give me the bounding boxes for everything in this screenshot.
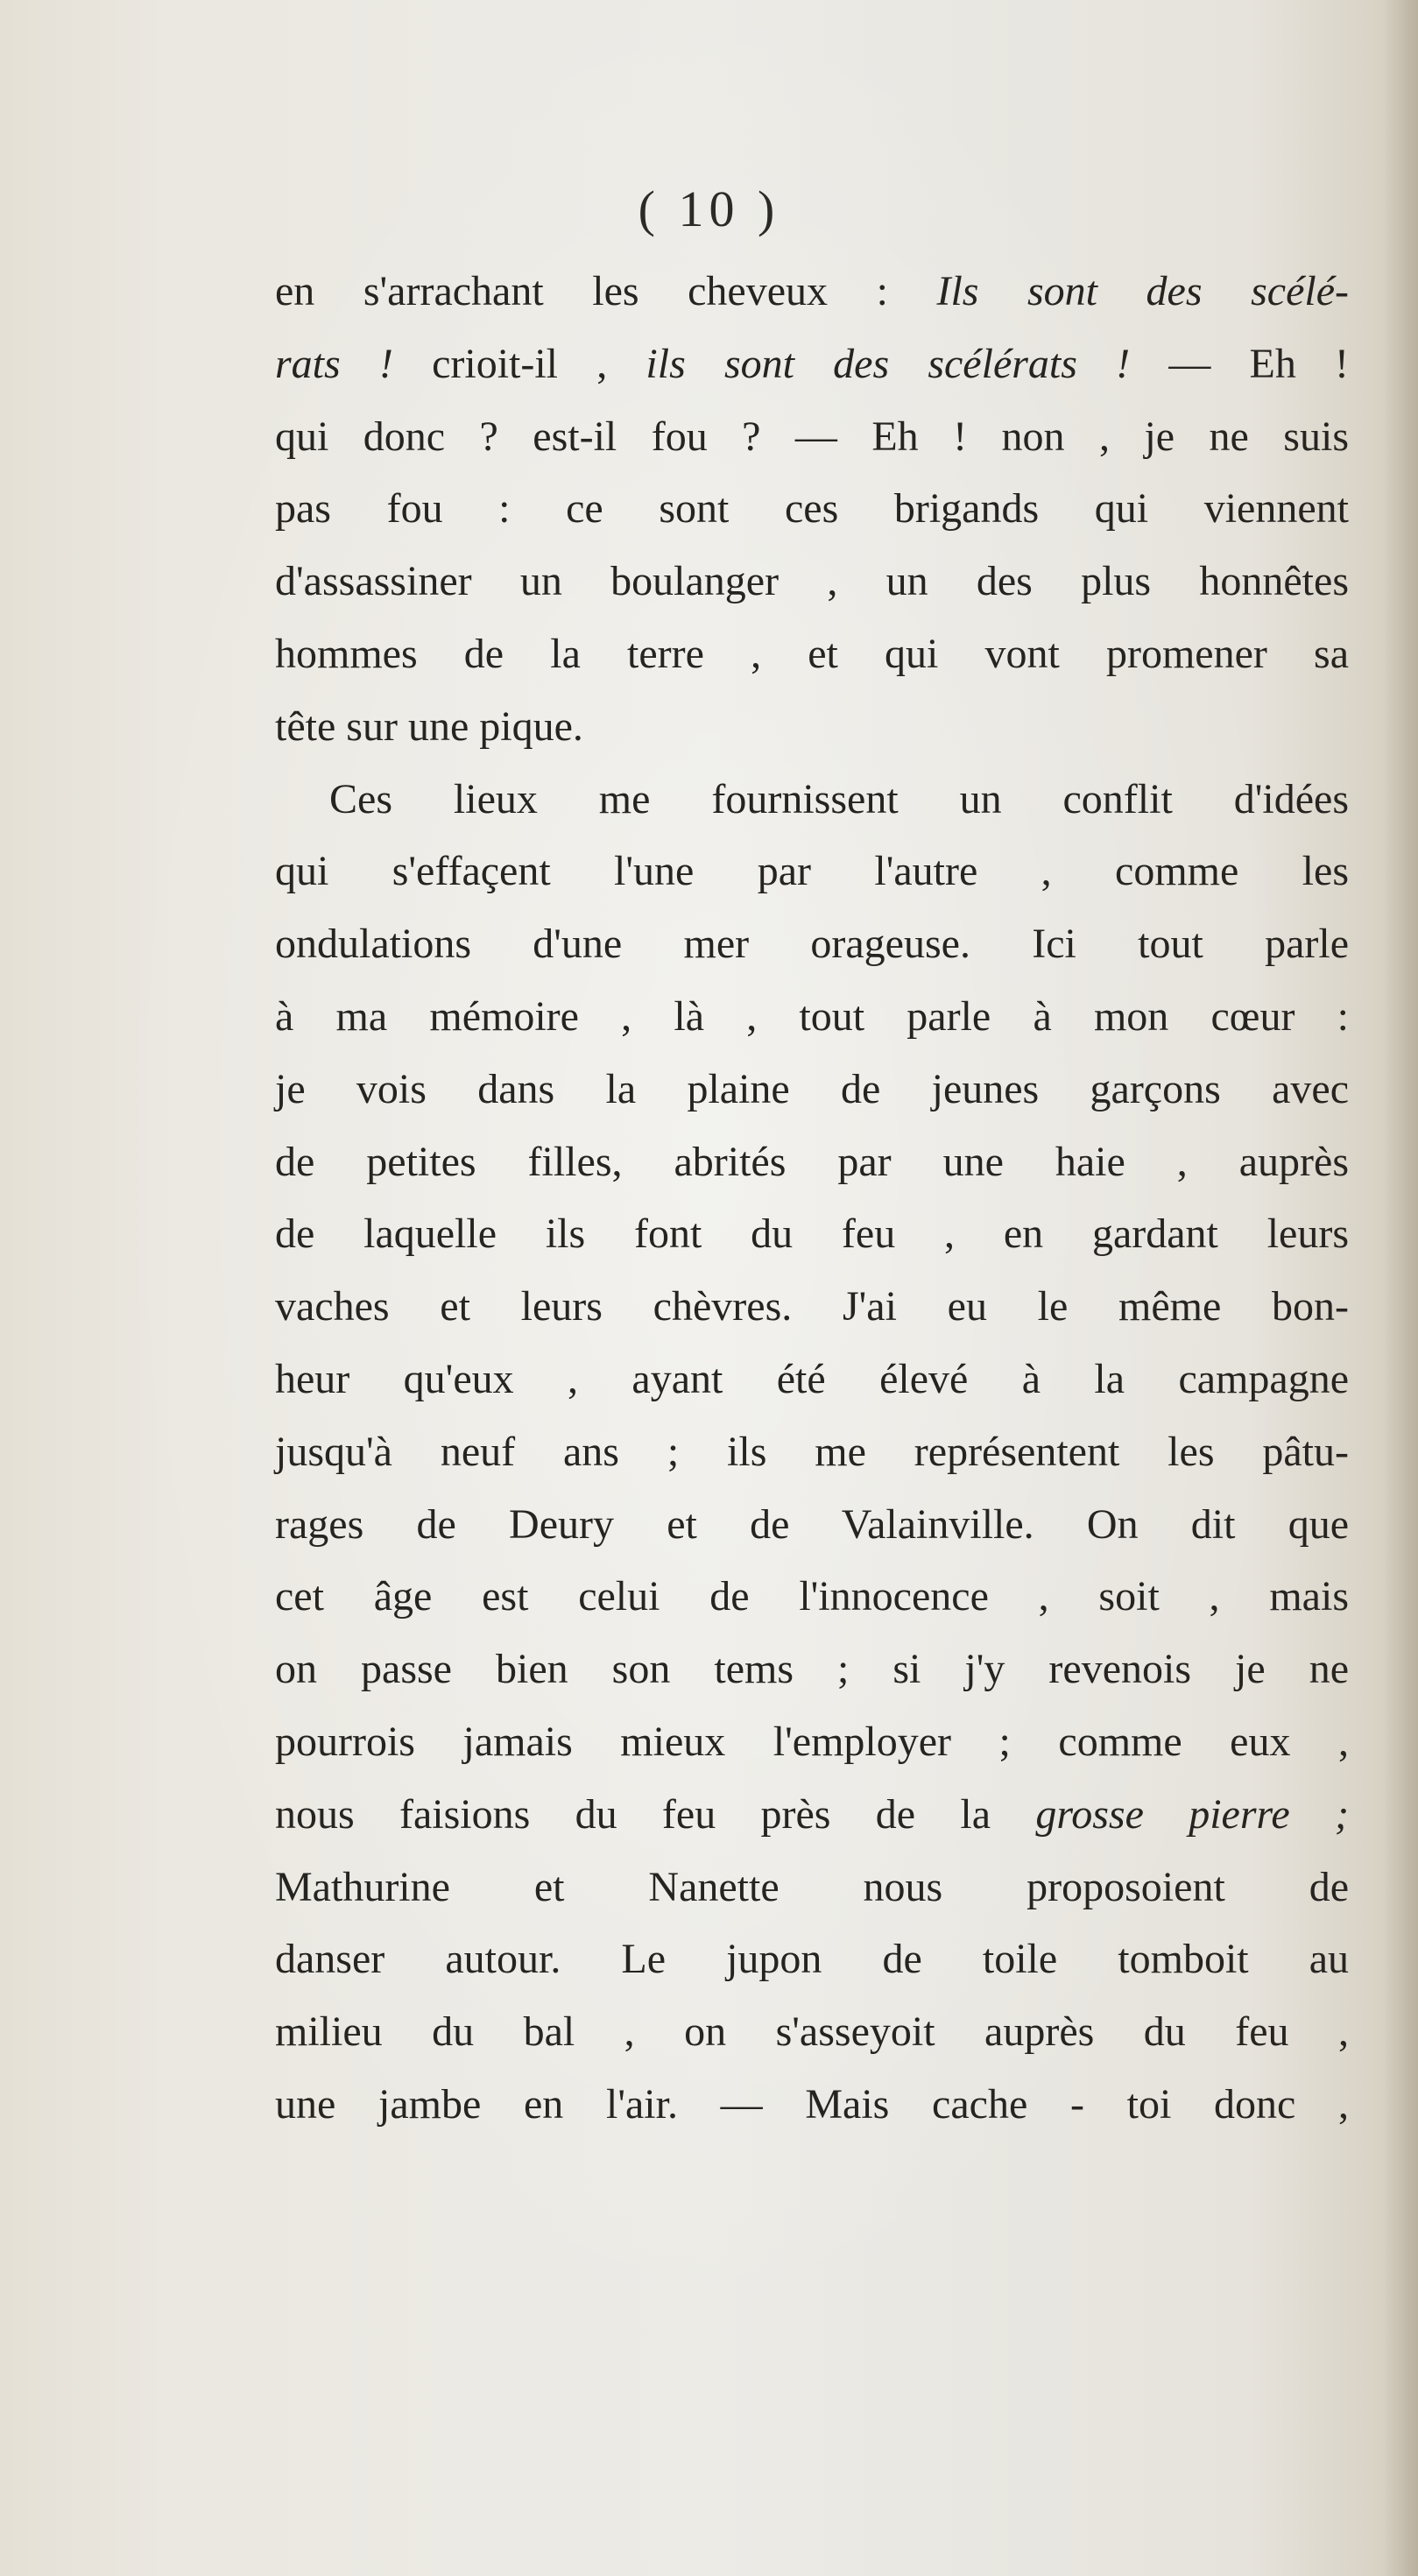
italic-run: grosse pierre ;: [1035, 1790, 1350, 1838]
text-run: qui s'effaçent l'une par l'autre , comme les: [275, 848, 1349, 895]
page-number: ( 10 ): [638, 180, 780, 237]
text-run: on passe bien son tems ; si j'y revenois je ne: [275, 1646, 1349, 1693]
italic-run: rats !: [275, 340, 393, 387]
text-line: [275, 1344, 1349, 1416]
text-run: pourrois jamais mieux l'employer ; comme eux ,: [275, 1718, 1349, 1765]
text-run: danser autour. Le jupon de toile tomboit au: [275, 1936, 1349, 1983]
text-line: [275, 691, 1349, 764]
text-run: rages de Deury et de Valainville. On dit que: [275, 1500, 1349, 1548]
text-run: Mathurine et Nanette nous proposoient de: [275, 1863, 1349, 1910]
text-run: heur qu'eux , ayant été élevé à la campagne: [275, 1355, 1349, 1402]
text-line: [275, 618, 1349, 691]
text-line: [275, 328, 1349, 401]
text-line: [275, 401, 1349, 474]
text-line: [275, 1126, 1349, 1199]
text-line: [275, 981, 1349, 1054]
text-run: ondulations d'une mer orageuse. Ici tout parle: [275, 921, 1349, 968]
text-run: à ma mémoire , là , tout parle à mon cœur :: [275, 992, 1349, 1040]
text-run: qui donc ? est-il fou ? — Eh ! non , je ne suis: [275, 413, 1349, 460]
text-line: [275, 1198, 1349, 1271]
text-run: — Eh !: [1130, 340, 1349, 387]
text-run: d'assassiner un boulanger , un des plus honnêtes: [275, 558, 1349, 605]
text-line: [275, 1996, 1349, 2069]
text-line: [275, 1561, 1349, 1634]
text-line: [275, 1054, 1349, 1126]
italic-run: ils sont des scélérats !: [646, 340, 1131, 387]
text-run: vaches et leurs chèvres. J'ai eu le même bon-: [275, 1283, 1349, 1330]
text-run: cet âge est celui de l'innocence , soit , mais: [275, 1573, 1349, 1620]
text-run: crioit-il ,: [392, 340, 646, 387]
text-run: nous faisions du feu près de la: [275, 1790, 1036, 1838]
text-run: je vois dans la plaine de jeunes garçons avec: [275, 1065, 1349, 1112]
text-run: hommes de la terre , et qui vont promener sa: [275, 630, 1349, 677]
text-line: [275, 1634, 1349, 1706]
text-run: de laquelle ils font du feu , en gardant leurs: [275, 1210, 1349, 1258]
text-line: [275, 764, 1349, 836]
text-run: en s'arrachant les cheveux :: [275, 268, 937, 314]
text-line: [275, 1489, 1349, 1562]
italic-run: Ils sont des scélé-: [936, 268, 1349, 314]
text-line: [275, 1923, 1349, 1996]
text-run: tête sur une pique.: [275, 702, 583, 750]
body-text: [275, 256, 1349, 2142]
text-run: milieu du bal , on s'asseyoit auprès du feu ,: [275, 2008, 1349, 2056]
text-run: jusqu'à neuf ans ; ils me représentent les pâtu-: [275, 1428, 1349, 1475]
text-line: [275, 256, 1349, 328]
text-line: [275, 1416, 1349, 1489]
text-run: une jambe en l'air. — Mais cache - toi donc ,: [275, 2080, 1349, 2128]
text-line: [275, 1779, 1349, 1852]
text-line: [275, 546, 1349, 618]
text-line: [275, 1271, 1349, 1344]
text-line: [275, 908, 1349, 981]
text-run: de petites filles, abrités par une haie , auprès: [275, 1138, 1349, 1185]
text-line: [275, 836, 1349, 908]
text-run: Ces lieux me fournissent un conflit d'idées: [329, 775, 1349, 822]
text-run: pas fou : ce sont ces brigands qui viennent: [275, 485, 1349, 533]
text-line: [275, 2069, 1349, 2142]
page-edge-shadow: [1383, 0, 1418, 2576]
text-line: [275, 1706, 1349, 1779]
text-line: [275, 1852, 1349, 1924]
text-line: [275, 473, 1349, 546]
